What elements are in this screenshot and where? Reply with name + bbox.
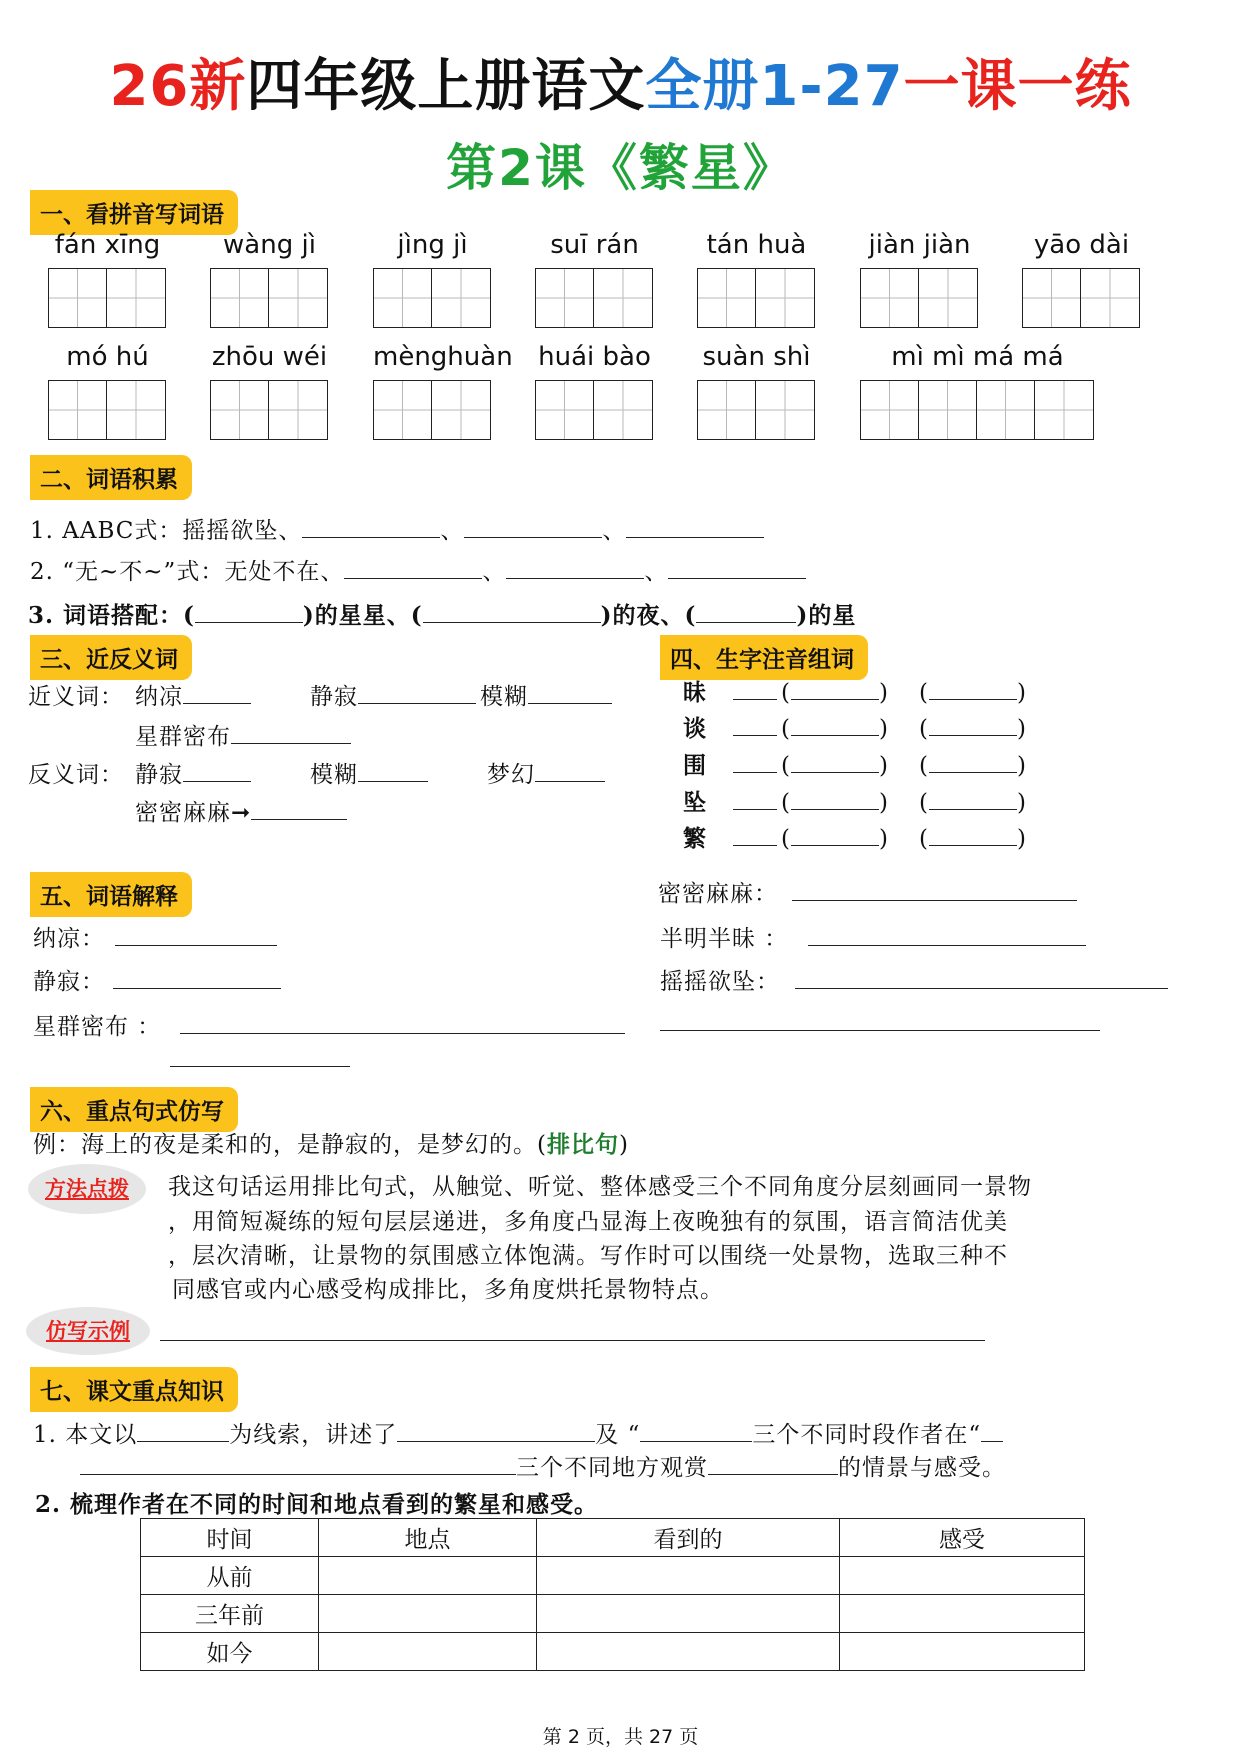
paren: ( bbox=[781, 680, 791, 706]
collocation-text: )的夜、( bbox=[600, 602, 697, 629]
answer-blank[interactable] bbox=[640, 1419, 752, 1442]
answer-blank[interactable] bbox=[358, 759, 428, 782]
section-2-heading: 二、词语积累 bbox=[30, 455, 192, 500]
answer-blank[interactable] bbox=[528, 681, 612, 704]
separator: 、 bbox=[440, 518, 465, 544]
answer-blank[interactable] bbox=[344, 556, 482, 579]
separator: 、 bbox=[482, 559, 507, 585]
title-part-2: 四年级上册语文 bbox=[246, 54, 646, 119]
synonym-word bbox=[135, 718, 351, 751]
imitation-sample-badge: 仿写示例 bbox=[26, 1307, 150, 1355]
antonym-word bbox=[310, 756, 428, 789]
table-cell[interactable] bbox=[840, 1557, 1085, 1595]
answer-line[interactable] bbox=[660, 1030, 1100, 1031]
writing-grid bbox=[373, 268, 491, 328]
answer-line[interactable] bbox=[795, 988, 1168, 989]
answer-blank[interactable] bbox=[708, 1452, 838, 1475]
table-cell[interactable] bbox=[840, 1633, 1085, 1671]
word-blank[interactable] bbox=[791, 677, 879, 700]
writing-cell[interactable] bbox=[919, 269, 977, 327]
answer-blank[interactable] bbox=[358, 681, 476, 704]
writing-grid bbox=[1022, 268, 1140, 328]
writing-cell[interactable] bbox=[919, 381, 977, 439]
writing-grid bbox=[697, 268, 815, 328]
answer-blank[interactable] bbox=[183, 759, 251, 782]
writing-cell[interactable] bbox=[756, 381, 814, 439]
character: 围 bbox=[683, 752, 707, 779]
character-row bbox=[683, 820, 1027, 853]
writing-grid bbox=[48, 268, 166, 328]
pinyin-label: mó hú bbox=[66, 342, 149, 372]
paren: ) bbox=[1016, 753, 1027, 779]
collocation-text: )的星 bbox=[796, 602, 857, 629]
paren: ( bbox=[918, 790, 929, 816]
word: 星群密布 bbox=[135, 724, 231, 750]
paren: ) bbox=[878, 716, 889, 742]
writing-cell[interactable] bbox=[374, 269, 432, 327]
paren: ( bbox=[918, 716, 929, 742]
page-title bbox=[0, 42, 1241, 122]
table-row bbox=[141, 1595, 1085, 1633]
answer-blank[interactable] bbox=[397, 1419, 595, 1442]
paren: ) bbox=[1016, 826, 1027, 852]
answer-blank[interactable] bbox=[696, 600, 796, 623]
synonym-word bbox=[480, 678, 612, 711]
writing-grid bbox=[860, 380, 1094, 440]
term-label: 纳凉： bbox=[33, 926, 105, 952]
method-line-1: 我这句话运用排比句式，从触觉、听觉、整体感受三个不同角度分层刻画同一景物 bbox=[168, 1174, 1032, 1200]
aabc-line bbox=[30, 512, 764, 545]
writing-cell[interactable] bbox=[977, 381, 1035, 439]
table-row bbox=[141, 1633, 1085, 1671]
word-blank[interactable] bbox=[929, 750, 1017, 773]
answer-blank[interactable] bbox=[535, 759, 605, 782]
pinyin-label: wàng jì bbox=[223, 230, 316, 260]
section-3-heading: 三、近反义词 bbox=[30, 635, 192, 680]
writing-grid bbox=[210, 380, 328, 440]
table-row bbox=[141, 1557, 1085, 1595]
example-end: ) bbox=[618, 1132, 629, 1158]
answer-blank[interactable] bbox=[183, 681, 251, 704]
answer-line[interactable] bbox=[113, 988, 281, 989]
answer-blank[interactable] bbox=[464, 515, 602, 538]
table-header: 地点 bbox=[319, 1519, 537, 1557]
separator: 、 bbox=[602, 518, 627, 544]
pinyin-blank[interactable] bbox=[733, 677, 777, 700]
pinyin-label: huái bào bbox=[538, 342, 651, 372]
word-blank[interactable] bbox=[791, 787, 879, 810]
term-label: 摇摇欲坠： bbox=[660, 969, 780, 995]
table-header-row bbox=[141, 1519, 1085, 1557]
writing-grid bbox=[48, 380, 166, 440]
character: 坠 bbox=[683, 789, 707, 816]
table-cell[interactable] bbox=[537, 1557, 840, 1595]
q1-text: 三个不同时段作者在“ bbox=[752, 1422, 982, 1448]
title-part-4: 一课一练 bbox=[903, 54, 1132, 119]
paren: ( bbox=[918, 826, 929, 852]
pinyin-blank[interactable] bbox=[733, 750, 777, 773]
writing-grid bbox=[535, 380, 653, 440]
example-sentence bbox=[33, 1126, 629, 1159]
method-tip-badge: 方法点拨 bbox=[28, 1164, 146, 1214]
writing-cell[interactable] bbox=[861, 381, 919, 439]
word: 梦幻 bbox=[487, 762, 535, 788]
paren: ) bbox=[878, 753, 889, 779]
star-observation-table bbox=[140, 1518, 1085, 1671]
paren: ) bbox=[878, 826, 889, 852]
pinyin-label: suàn shì bbox=[702, 342, 811, 372]
page-footer: 第 2 页，共 27 页 bbox=[542, 1726, 699, 1748]
answer-blank[interactable] bbox=[251, 797, 347, 820]
lesson-subtitle: 第2课《繁星》 bbox=[446, 139, 795, 197]
word-blank[interactable] bbox=[791, 750, 879, 773]
writing-cell[interactable] bbox=[269, 381, 327, 439]
pinyin-label: tán huà bbox=[706, 230, 807, 260]
character-row bbox=[683, 674, 1027, 707]
answer-line[interactable] bbox=[808, 945, 1086, 946]
word-blank[interactable] bbox=[929, 787, 1017, 810]
answer-line[interactable] bbox=[180, 1033, 625, 1034]
character-row bbox=[683, 747, 1027, 780]
term-label: 星群密布 ： bbox=[33, 1014, 162, 1040]
writing-cell[interactable] bbox=[536, 269, 594, 327]
word: 静寂 bbox=[135, 762, 183, 788]
writing-cell[interactable] bbox=[756, 269, 814, 327]
answer-line[interactable] bbox=[792, 900, 1077, 901]
word: 模糊 bbox=[480, 684, 528, 710]
paren: ) bbox=[878, 680, 889, 706]
question-1-line-1 bbox=[33, 1416, 1003, 1449]
term-label: 密密麻麻： bbox=[658, 881, 778, 907]
paren: ( bbox=[781, 753, 791, 779]
pinyin-label: yāo dài bbox=[1033, 230, 1130, 260]
character: 昧 bbox=[683, 679, 707, 706]
answer-blank[interactable] bbox=[423, 600, 601, 623]
example-tag: 排比句 bbox=[546, 1131, 619, 1158]
title-part-1: 26新 bbox=[109, 54, 247, 119]
paren: ( bbox=[781, 716, 791, 742]
answer-blank[interactable] bbox=[668, 556, 806, 579]
method-line-2: ，用简短凝练的短句层层递进，多角度凸显海上夜晚独有的氛围，语言简洁优美 bbox=[168, 1209, 1008, 1235]
synonym-word bbox=[310, 678, 476, 711]
title-part-3: 全册1-27 bbox=[645, 54, 904, 119]
writing-cell[interactable] bbox=[211, 381, 269, 439]
paren: ) bbox=[878, 790, 889, 816]
paren: ( bbox=[781, 790, 791, 816]
pinyin-label: fán xīng bbox=[54, 230, 161, 260]
antonym-word bbox=[135, 756, 251, 789]
collocation-line bbox=[28, 597, 856, 630]
writing-cell[interactable] bbox=[269, 269, 327, 327]
wubu-label: 2. “无~不~”式：无处不在、 bbox=[30, 559, 345, 585]
word-blank[interactable] bbox=[929, 823, 1017, 846]
antonym-label: 反义词： bbox=[28, 762, 124, 788]
section-5-heading: 五、词语解释 bbox=[30, 872, 192, 917]
word: 模糊 bbox=[310, 762, 358, 788]
q1-text: 的情景与感受。 bbox=[838, 1455, 1006, 1481]
term-label: 静寂： bbox=[33, 969, 105, 995]
table-cell[interactable] bbox=[840, 1595, 1085, 1633]
pinyin-label: mènghuàn bbox=[373, 342, 513, 372]
writing-grid bbox=[373, 380, 491, 440]
writing-grid bbox=[697, 380, 815, 440]
pinyin-label: zhōu wéi bbox=[211, 342, 328, 372]
word: 纳凉 bbox=[135, 684, 183, 710]
paren: ( bbox=[918, 680, 929, 706]
answer-line[interactable] bbox=[115, 945, 277, 946]
word-blank[interactable] bbox=[791, 713, 879, 736]
answer-blank[interactable] bbox=[626, 515, 764, 538]
writing-grid bbox=[210, 268, 328, 328]
wubu-line bbox=[30, 553, 806, 586]
answer-blank[interactable] bbox=[231, 721, 351, 744]
separator: 、 bbox=[644, 559, 669, 585]
word: 密密麻麻➞ bbox=[135, 800, 252, 826]
aabc-label: 1. AABC式：摇摇欲坠、 bbox=[30, 518, 303, 544]
term-label: 半明半昧 ： bbox=[660, 926, 789, 952]
writing-cell[interactable] bbox=[374, 381, 432, 439]
table-header: 感受 bbox=[840, 1519, 1085, 1557]
writing-cell[interactable] bbox=[698, 381, 756, 439]
character-row bbox=[683, 784, 1027, 817]
answer-blank[interactable] bbox=[302, 515, 440, 538]
table-row-label: 如今 bbox=[141, 1633, 319, 1671]
section-6-heading: 六、重点句式仿写 bbox=[30, 1087, 238, 1132]
question-1-line-2 bbox=[80, 1449, 1006, 1482]
word-blank[interactable] bbox=[929, 713, 1017, 736]
writing-cell[interactable] bbox=[49, 381, 107, 439]
pinyin-blank[interactable] bbox=[733, 823, 777, 846]
writing-cell[interactable] bbox=[211, 269, 269, 327]
writing-cell[interactable] bbox=[698, 269, 756, 327]
word-blank[interactable] bbox=[929, 677, 1017, 700]
table-cell[interactable] bbox=[319, 1557, 537, 1595]
example-text: 例：海上的夜是柔和的，是静寂的，是梦幻的。( bbox=[33, 1132, 547, 1158]
writing-grid bbox=[535, 268, 653, 328]
writing-cell[interactable] bbox=[594, 269, 652, 327]
writing-cell[interactable] bbox=[432, 269, 490, 327]
collocation-label: 3. 词语搭配：( bbox=[28, 602, 195, 629]
answer-blank[interactable] bbox=[506, 556, 644, 579]
q1-text: 及 “ bbox=[595, 1422, 641, 1448]
synonym-word bbox=[135, 678, 251, 711]
character: 繁 bbox=[683, 825, 707, 852]
section-7-heading: 七、课文重点知识 bbox=[30, 1367, 238, 1412]
answer-blank[interactable] bbox=[195, 600, 303, 623]
answer-blank[interactable] bbox=[80, 1452, 516, 1475]
writing-grid bbox=[860, 268, 978, 328]
method-line-4: 同感官或内心感受构成排比，多角度烘托景物特点。 bbox=[172, 1277, 724, 1303]
writing-cell[interactable] bbox=[594, 381, 652, 439]
answer-blank[interactable] bbox=[137, 1419, 229, 1442]
pinyin-label: suī rán bbox=[550, 230, 639, 260]
table-cell[interactable] bbox=[537, 1595, 840, 1633]
section-1-heading: 一、看拼音写词语 bbox=[30, 190, 238, 235]
writing-cell[interactable] bbox=[861, 269, 919, 327]
answer-line[interactable] bbox=[160, 1340, 985, 1341]
paren: ( bbox=[918, 753, 929, 779]
pinyin-blank[interactable] bbox=[733, 713, 777, 736]
character-row bbox=[683, 710, 1027, 743]
synonym-label: 近义词： bbox=[28, 684, 124, 710]
section-4-heading: 四、生字注音组词 bbox=[660, 635, 868, 680]
paren: ) bbox=[1016, 716, 1027, 742]
q1-text: 为线索，讲述了 bbox=[229, 1422, 398, 1448]
antonym-word bbox=[487, 756, 605, 789]
character: 谈 bbox=[683, 715, 707, 742]
pinyin-label: jìng jì bbox=[397, 230, 468, 260]
answer-blank[interactable] bbox=[981, 1419, 1003, 1442]
q1-text: 1. 本文以 bbox=[33, 1422, 138, 1448]
q1-text: 三个不同地方观赏 bbox=[516, 1455, 708, 1481]
answer-line[interactable] bbox=[170, 1066, 350, 1067]
word-blank[interactable] bbox=[791, 823, 879, 846]
question-2: 2. 梳理作者在不同的时间和地点看到的繁星和感受。 bbox=[35, 1491, 599, 1518]
table-row-label: 从前 bbox=[141, 1557, 319, 1595]
writing-cell[interactable] bbox=[536, 381, 594, 439]
word: 静寂 bbox=[310, 684, 358, 710]
paren: ) bbox=[1016, 790, 1027, 816]
writing-cell[interactable] bbox=[49, 269, 107, 327]
table-row-label: 三年前 bbox=[141, 1595, 319, 1633]
method-line-3: ，层次清晰，让景物的氛围感立体饱满。写作时可以围绕一处景物，选取三种不 bbox=[168, 1243, 1008, 1269]
table-cell[interactable] bbox=[319, 1633, 537, 1671]
writing-cell[interactable] bbox=[432, 381, 490, 439]
table-cell[interactable] bbox=[319, 1595, 537, 1633]
paren: ( bbox=[781, 826, 791, 852]
writing-cell[interactable] bbox=[1035, 381, 1093, 439]
pinyin-blank[interactable] bbox=[733, 787, 777, 810]
antonym-word bbox=[135, 794, 347, 827]
pinyin-label: mì mì má má bbox=[891, 342, 1064, 372]
writing-cell[interactable] bbox=[1023, 269, 1081, 327]
paren: ) bbox=[1016, 680, 1027, 706]
writing-cell[interactable] bbox=[107, 269, 165, 327]
collocation-text: )的星星、( bbox=[302, 602, 423, 629]
writing-cell[interactable] bbox=[1081, 269, 1139, 327]
writing-cell[interactable] bbox=[107, 381, 165, 439]
table-cell[interactable] bbox=[537, 1633, 840, 1671]
pinyin-label: jiàn jiàn bbox=[868, 230, 971, 260]
table-header: 看到的 bbox=[537, 1519, 840, 1557]
table-header: 时间 bbox=[141, 1519, 319, 1557]
